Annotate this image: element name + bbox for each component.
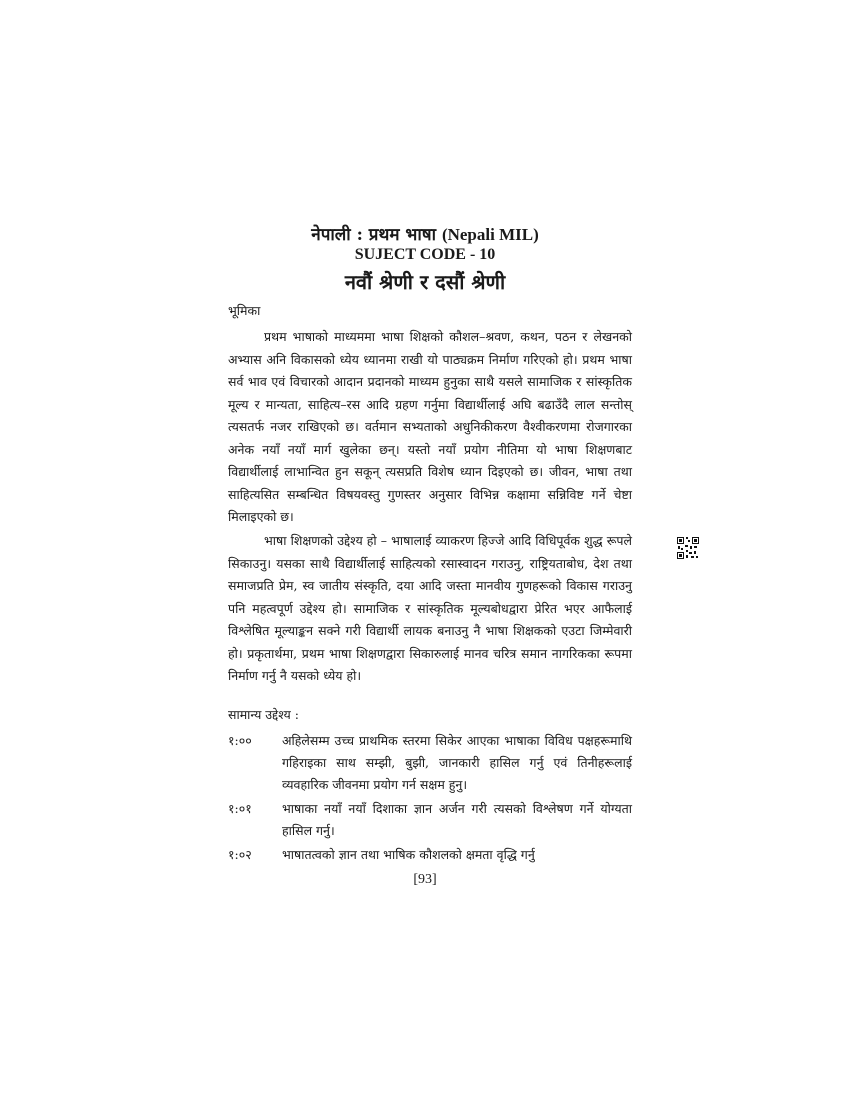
page-number: [93] xyxy=(413,872,437,887)
title-english: (Nepali MIL) xyxy=(441,225,539,244)
objectives-heading: सामान्य उद्देश्य : xyxy=(228,707,299,722)
intro-paragraph-2: भाषा शिक्षणको उद्देश्य हो – भाषालाई व्याकरण हिज्जे आदि विधिपूर्वक शुद्ध रूपले सिकाउनु। यसका साथै विद्यार्थीलाई साहित्यको रसास्वादन गराउनु, राष्ट्रियताबोध, देश तथा समाजप्रति प्रेम, स्व जातीय संस्कृति, दया आदि जस्ता मानवीय गुणहरूको विकास गराउनु पनि महत्वपूर्ण उद्देश्य हो। सामाजिक र सांस्कृतिक मूल्यबोधद्वारा प्रेरित भएर आफैलाई विश्लेषित मूल्याङ्कन सक्ने गरी विद्यार्थी लायक बनाउनु नै भाषा शिक्षकको एउटा जिम्मेवारी हो। प्रकृतार्थमा, प्रथम भाषा शिक्षणद्वारा सिकारुलाई मानव चरित्र समान नागरिकका रूपमा निर्माण गर्नु नै यसको ध्येय हो। xyxy=(228,533,632,683)
objective-number: १:०० xyxy=(228,733,252,748)
objective-item xyxy=(228,844,632,866)
title-nepali: नेपाली : प्रथम भाषा xyxy=(311,225,437,245)
objective-item xyxy=(228,730,632,796)
objective-item xyxy=(228,798,632,842)
qr-code-icon xyxy=(676,536,700,560)
objective-text: अहिलेसम्म उच्च प्राथमिक स्तरमा सिकेर आएका भाषाका विविध पक्षहरूमाथि गहिराइका साथ सम्झी, बुझी, जानकारी हासिल गर्नु एवं तिनीहरूलाई व्यवहारिक जीवनमा प्रयोग गर्न सक्षम हुनु। xyxy=(282,733,632,792)
objective-text: भाषातत्वको ज्ञान तथा भाषिक कौशलको क्षमता वृद्धि गर्नु xyxy=(282,847,535,862)
intro-heading: भूमिका xyxy=(228,303,261,318)
document-title xyxy=(0,222,850,245)
intro-paragraph-1: प्रथम भाषाको माध्यममा भाषा शिक्षको कौशल–श्रवण, कथन, पठन र लेखनको अभ्यास अनि विकासको ध्येय ध्यानमा राखी यो पाठ्यक्रम निर्माण गरिएको हो। प्रथम भाषा सर्व भाव एवं विचारको आदान प्रदानको माध्यम हुनुका साथै यसले सामाजिक र सांस्कृतिक मूल्य र मान्यता, साहित्य–रस आदि ग्रहण गर्नुमा विद्यार्थीलाई अघि बढाउँदै लाल सन्तोस् त्यसतर्फ नजर राखिएको छ। वर्तमान सभ्यताको अधुनिकीकरण वैश्वीकरणमा रोजगारका अनेक नयाँ नयाँ मार्ग खुलेका छन्। यस्तो नयाँ प्रयोग नीतिमा यो भाषा शिक्षणबाट विद्यार्थीलाई लाभान्वित हुन सकून् त्यसप्रति विशेष ध्यान दिइएको छ। जीवन, भाषा तथा साहित्यसित सम्बन्धित विषयवस्तु गुणस्तर अनुसार विभिन्न कक्षामा सन्निविष्ट गर्ने चेष्टा मिलाइएको छ। xyxy=(228,329,632,524)
objective-number: १:०१ xyxy=(228,801,252,816)
objective-text: भाषाका नयाँ नयाँ दिशाका ज्ञान अर्जन गरी त्यसको विश्लेषण गर्ने योग्यता हासिल गर्नु। xyxy=(282,801,632,838)
objective-number: १:०२ xyxy=(228,847,252,862)
grade-heading: नवौं श्रेणी र दसौं श्रेणी xyxy=(344,270,506,294)
subject-code: SUJECT CODE - 10 xyxy=(354,246,496,263)
